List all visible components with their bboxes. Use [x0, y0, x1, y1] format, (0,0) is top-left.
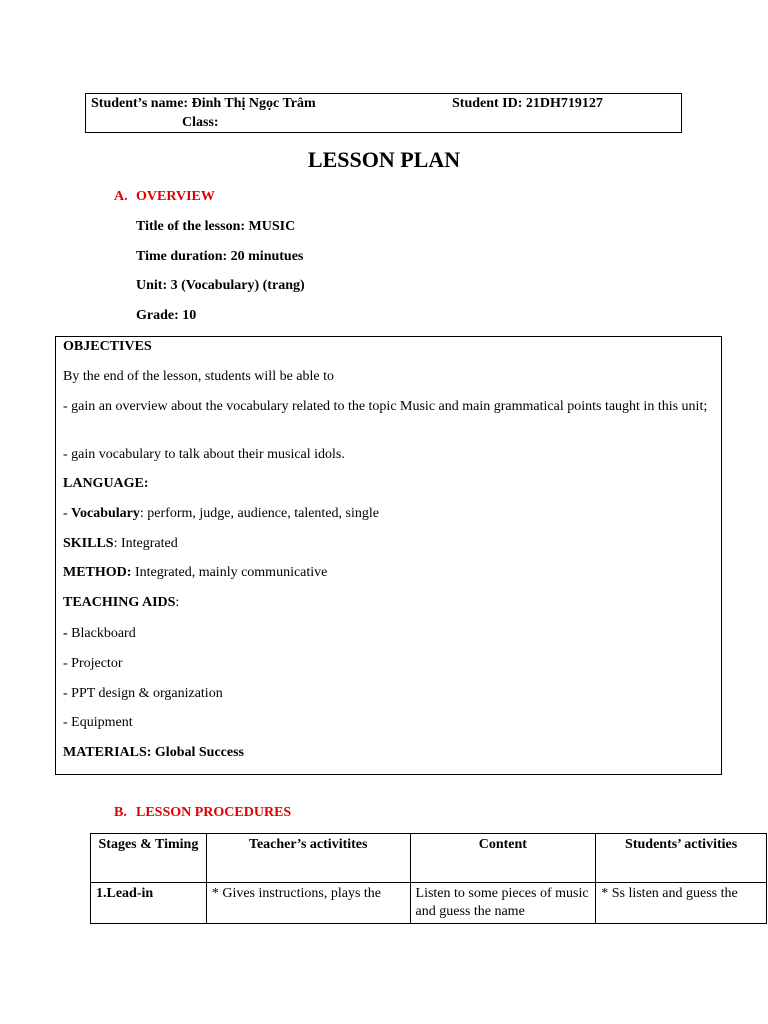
materials: MATERIALS: Global Success — [63, 745, 244, 760]
section-b-heading — [114, 805, 291, 821]
skills-label: SKILLS — [63, 536, 114, 551]
header-student-activities: Students’ activities — [596, 834, 767, 883]
objectives-box — [55, 336, 722, 775]
page-title: LESSON PLAN — [307, 147, 461, 172]
vocab-text: : perform, judge, audience, talented, single — [139, 506, 379, 521]
language-heading: LANGUAGE: — [63, 476, 149, 491]
aid-equipment: - Equipment — [63, 715, 133, 730]
vocab-label: Vocabulary — [71, 506, 140, 521]
method-label: METHOD: — [63, 565, 132, 580]
method-text: Integrated, mainly communicative — [131, 565, 328, 580]
unit: Unit: 3 (Vocabulary) (trang) — [136, 278, 305, 293]
objective-point-2: - gain vocabulary to talk about their musical idols. — [63, 447, 345, 462]
section-a-title: OVERVIEW — [136, 189, 215, 204]
section-a-letter: A. — [114, 189, 128, 204]
objectives-heading: OBJECTIVES — [63, 339, 152, 354]
section-a-heading — [114, 189, 215, 205]
cell-teacher-activity: * Gives instructions, plays the — [206, 883, 410, 924]
student-class: Class: — [182, 115, 219, 130]
skills-line — [63, 535, 713, 553]
cell-stage: 1.Lead-in — [91, 883, 207, 924]
table-header-row — [91, 834, 767, 883]
teaching-aids-label: TEACHING AIDS — [63, 595, 176, 610]
header-stages: Stages & Timing — [91, 834, 207, 883]
skills-text: : Integrated — [113, 536, 178, 551]
objectives-intro: By the end of the lesson, students will be able to — [63, 369, 335, 384]
cell-student-activity: * Ss listen and guess the — [596, 883, 767, 924]
grade: Grade: 10 — [136, 308, 197, 323]
method-line — [63, 564, 713, 582]
aid-dash: - — [63, 626, 72, 641]
objective-point-1: - gain an overview about the vocabulary related to the topic Music and main grammatical points taught in this unit; — [63, 399, 708, 414]
lesson-title: Title of the lesson: MUSIC — [136, 219, 296, 234]
student-name: Student’s name: Đinh Thị Ngọc Trâm — [91, 96, 316, 111]
section-b-letter: B. — [114, 805, 127, 820]
aid-blackboard — [63, 625, 713, 643]
header-teacher-activities: Teacher’s activitites — [206, 834, 410, 883]
header-content: Content — [410, 834, 596, 883]
student-info-box — [85, 93, 682, 133]
teaching-aids-colon: : — [175, 595, 180, 610]
section-b-title: LESSON PROCEDURES — [136, 805, 292, 820]
procedures-table — [90, 833, 767, 924]
time-duration: Time duration: 20 minutues — [136, 249, 304, 264]
aid-blackboard-text: Blackboard — [71, 626, 136, 641]
cell-content: Listen to some pieces of music and guess the name — [410, 883, 596, 924]
vocabulary-line — [63, 505, 713, 523]
table-row — [91, 883, 767, 924]
teaching-aids-line — [63, 594, 713, 612]
aid-projector: - Projector — [63, 656, 123, 671]
student-id: Student ID: 21DH719127 — [452, 96, 603, 111]
vocab-prefix: - — [63, 506, 72, 521]
aid-ppt: - PPT design & organization — [63, 686, 223, 701]
